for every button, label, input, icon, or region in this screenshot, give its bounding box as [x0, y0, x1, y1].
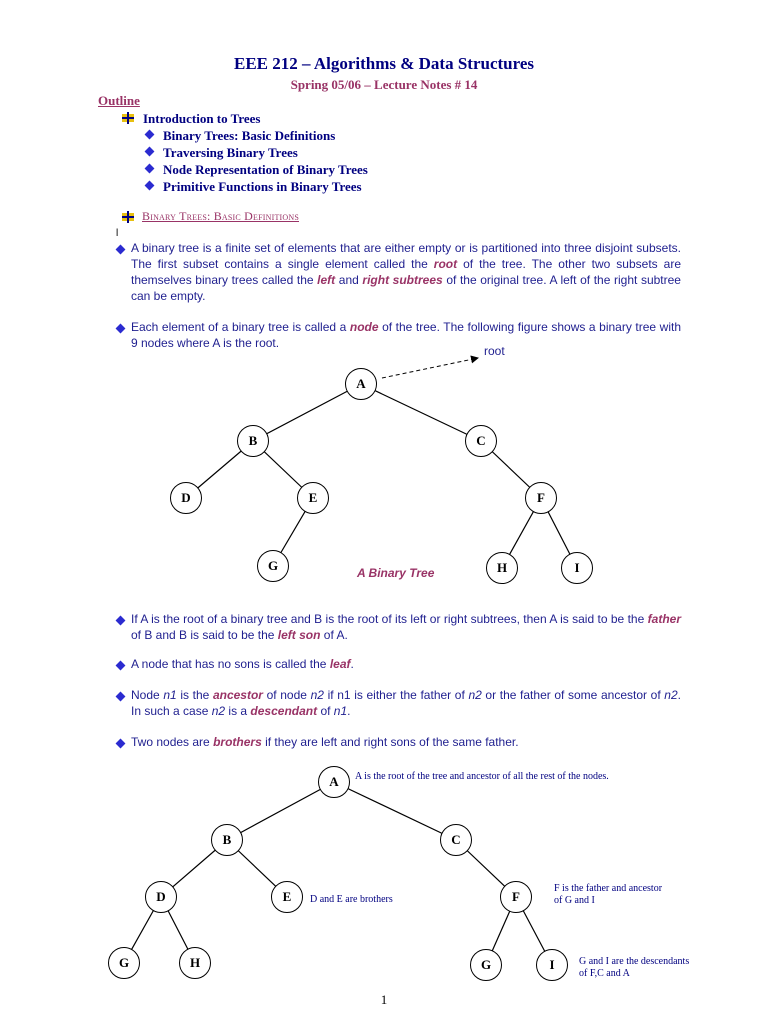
tree-node: D [170, 482, 202, 514]
tree-node: H [179, 947, 211, 979]
tree-node: A [318, 766, 350, 798]
section-heading: Binary Trees: Basic Definitions [142, 209, 299, 223]
text-run: A node that has no sons is called the [131, 657, 330, 671]
outline-subitem: Node Representation of Binary Trees [163, 162, 368, 177]
tree-node: B [211, 824, 243, 856]
text-run: of node [262, 688, 311, 702]
annotation-descendants-line1: G and I are the descendants [579, 956, 690, 967]
text-run: A binary tree is a finite set of elements that are either empty or is partitioned into three disjoint subsets. The first subset contains a single element called the [131, 241, 681, 271]
paragraph-leaf [131, 656, 681, 672]
text-run: if n1 is either the father of [323, 688, 469, 702]
var-n1: n1 [163, 688, 177, 702]
text-run: of [317, 704, 334, 718]
tree-node: F [525, 482, 557, 514]
term-right-subtrees: right subtrees [362, 273, 443, 287]
tree-node: G [470, 949, 502, 981]
paragraph-brothers [131, 734, 681, 750]
outline-item-intro: Introduction to Trees [143, 111, 261, 126]
term-descendant: descendant [250, 704, 318, 718]
figure-caption: A Binary Tree [357, 566, 435, 580]
tree-node: G [257, 550, 289, 582]
term-ancestor: ancestor [212, 688, 263, 702]
text-run: Node [131, 688, 164, 702]
text-run: is a [225, 704, 251, 718]
tree-node: I [536, 949, 568, 981]
text-run: . [350, 657, 354, 671]
term-node: node [349, 320, 379, 334]
text-run: of the tree. The following figure shows a binary tree with 9 nodes where A is the root. [131, 320, 681, 350]
term-left-son: left son [277, 628, 321, 642]
tree-node: C [440, 824, 472, 856]
text-run: is the [176, 688, 213, 702]
tree-node: E [297, 482, 329, 514]
text-run: . In such a case [131, 688, 681, 718]
text-run: Each element of a binary tree is called a [131, 320, 350, 334]
var-n2: n2 [310, 688, 324, 702]
tree-node: B [237, 425, 269, 457]
var-n2: n2 [468, 688, 482, 702]
tree-node: A [345, 368, 377, 400]
text-run: if they are left and right sons of the same father. [261, 735, 519, 749]
text-run: . [347, 704, 351, 718]
annotation-descendants-line2: of F,C and A [579, 968, 630, 979]
outline-subitem: Primitive Functions in Binary Trees [163, 179, 362, 194]
paragraph-father-son [131, 611, 681, 643]
term-leaf: leaf [329, 657, 351, 671]
tree-node: I [561, 552, 593, 584]
tree-node: D [145, 881, 177, 913]
text-run: If A is the root of a binary tree and B is the root of its left or right subtrees, then A is said to be the [131, 612, 648, 626]
tree-node: F [500, 881, 532, 913]
stray-mark: l [116, 228, 119, 239]
outline-subitem: Binary Trees: Basic Definitions [163, 128, 336, 143]
text-run: of A. [320, 628, 348, 642]
outline-heading: Outline [98, 93, 140, 108]
tree-node: E [271, 881, 303, 913]
paragraph-ancestor-descendant [131, 687, 681, 719]
annotation-father-line2: of G and I [554, 895, 595, 906]
var-n2: n2 [211, 704, 226, 718]
text-run: or the father of some ancestor of [481, 688, 665, 702]
document-title: EEE 212 – Algorithms & Data Structures [233, 54, 534, 73]
tree-node: G [108, 947, 140, 979]
var-n2: n2 [664, 688, 678, 702]
tree-node: C [465, 425, 497, 457]
annotation-father-line1: F is the father and ancestor [554, 883, 663, 894]
term-root: root [433, 257, 458, 271]
outline-subitem: Traversing Binary Trees [163, 145, 298, 160]
term-left: left [317, 273, 336, 287]
term-brothers: brothers [213, 735, 262, 749]
term-father: father [647, 612, 681, 626]
text-run: of the original tree. A left of the right subtree can be empty. [131, 273, 681, 303]
var-n1: n1 [333, 704, 348, 718]
annotation-root: A is the root of the tree and ancestor of all the rest of the nodes. [355, 771, 609, 782]
document-subtitle: Spring 05/06 – Lecture Notes # 14 [290, 77, 478, 92]
page-number: 1 [380, 992, 388, 1007]
text-run: and [335, 273, 363, 287]
annotation-brothers: D and E are brothers [310, 894, 393, 905]
text-run: Two nodes are [131, 735, 214, 749]
root-pointer-label: root [484, 344, 505, 358]
tree-node: H [486, 552, 518, 584]
text-run: of the tree. The other two subsets are themselves binary trees called the [131, 257, 681, 287]
text-run: of B and B is said to be the [131, 628, 278, 642]
